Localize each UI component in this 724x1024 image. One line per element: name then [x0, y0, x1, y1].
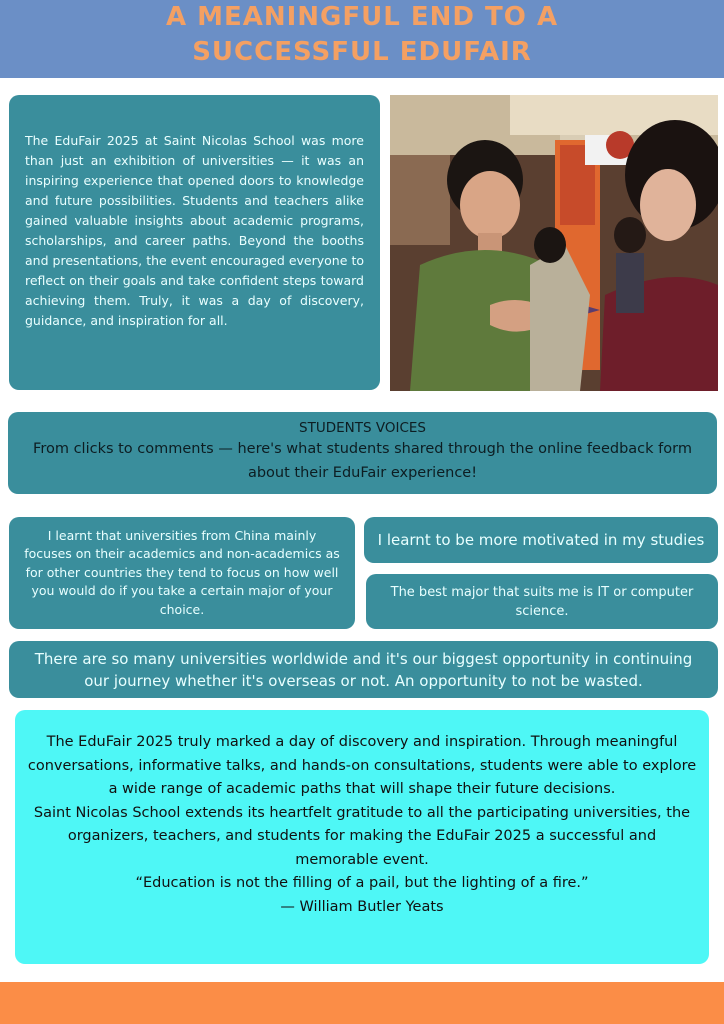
page-title: [0, 0, 724, 70]
closing-box: [15, 710, 709, 964]
header-banner: [0, 0, 724, 78]
quote-text: The best major that suits me is IT or computer science.: [390, 584, 694, 619]
student-quote-4: [9, 641, 718, 698]
students-voices-box: [8, 412, 717, 494]
voices-heading: STUDENTS VOICES: [299, 420, 426, 436]
intro-paragraph: The EduFair 2025 at Saint Nicolas School was more than just an exhibition of universities — it was an inspiring experience that opened doors to knowledge and future possibilities. Students and teachers alike gained valuable insights about academic programs, scholarships, and career paths. Beyond the booths and presentations, the event encouraged everyone to reflect on their goals and take confident steps toward achieving them. Truly, it was a day of discovery, guidance, and inspiration for all.: [25, 133, 364, 328]
quote-text: I learnt that universities from China mainly focuses on their academics and non-academics as for other countries they tend to focus on how well you would do if you take a certain major of your choice.: [24, 527, 340, 617]
student-quote-3: [366, 574, 718, 629]
closing-quote: “Education is not the filling of a pail, but the lighting of a fire.”: [135, 875, 589, 891]
title-line-2: SUCCESSFUL EDUFAIR: [192, 37, 532, 67]
intro-text-box: [9, 95, 380, 390]
title-line-1: A MEANINGFUL END TO A: [165, 2, 559, 32]
closing-paragraph-2: Saint Nicolas School extends its heartfelt gratitude to all the participating universities, the organizers, teachers, and students for making the EduFair 2025 a successful and memorable event.: [33, 804, 691, 868]
closing-quote-author: — William Butler Yeats: [280, 898, 444, 915]
event-photo-illustration: [390, 95, 718, 391]
student-quote-2: [364, 517, 718, 563]
voices-subtitle: From clicks to comments — here's what students shared through the online feedback form about their EduFair experience!: [33, 441, 692, 481]
event-photo: [390, 95, 718, 391]
quote-text: There are so many universities worldwide and it's our biggest opportunity in continuing our journey whether it's overseas or not. An opportunity to not be wasted.: [34, 649, 693, 690]
student-quote-1: [9, 517, 355, 629]
quote-text: I learnt to be more motivated in my studies: [377, 531, 705, 549]
footer-bar: [0, 982, 724, 1024]
closing-paragraph-1: The EduFair 2025 truly marked a day of discovery and inspiration. Through meaningful conversations, informative talks, and hands-on consultations, students were able to explore a wide range of academic paths that will shape their future decisions.: [27, 734, 697, 797]
